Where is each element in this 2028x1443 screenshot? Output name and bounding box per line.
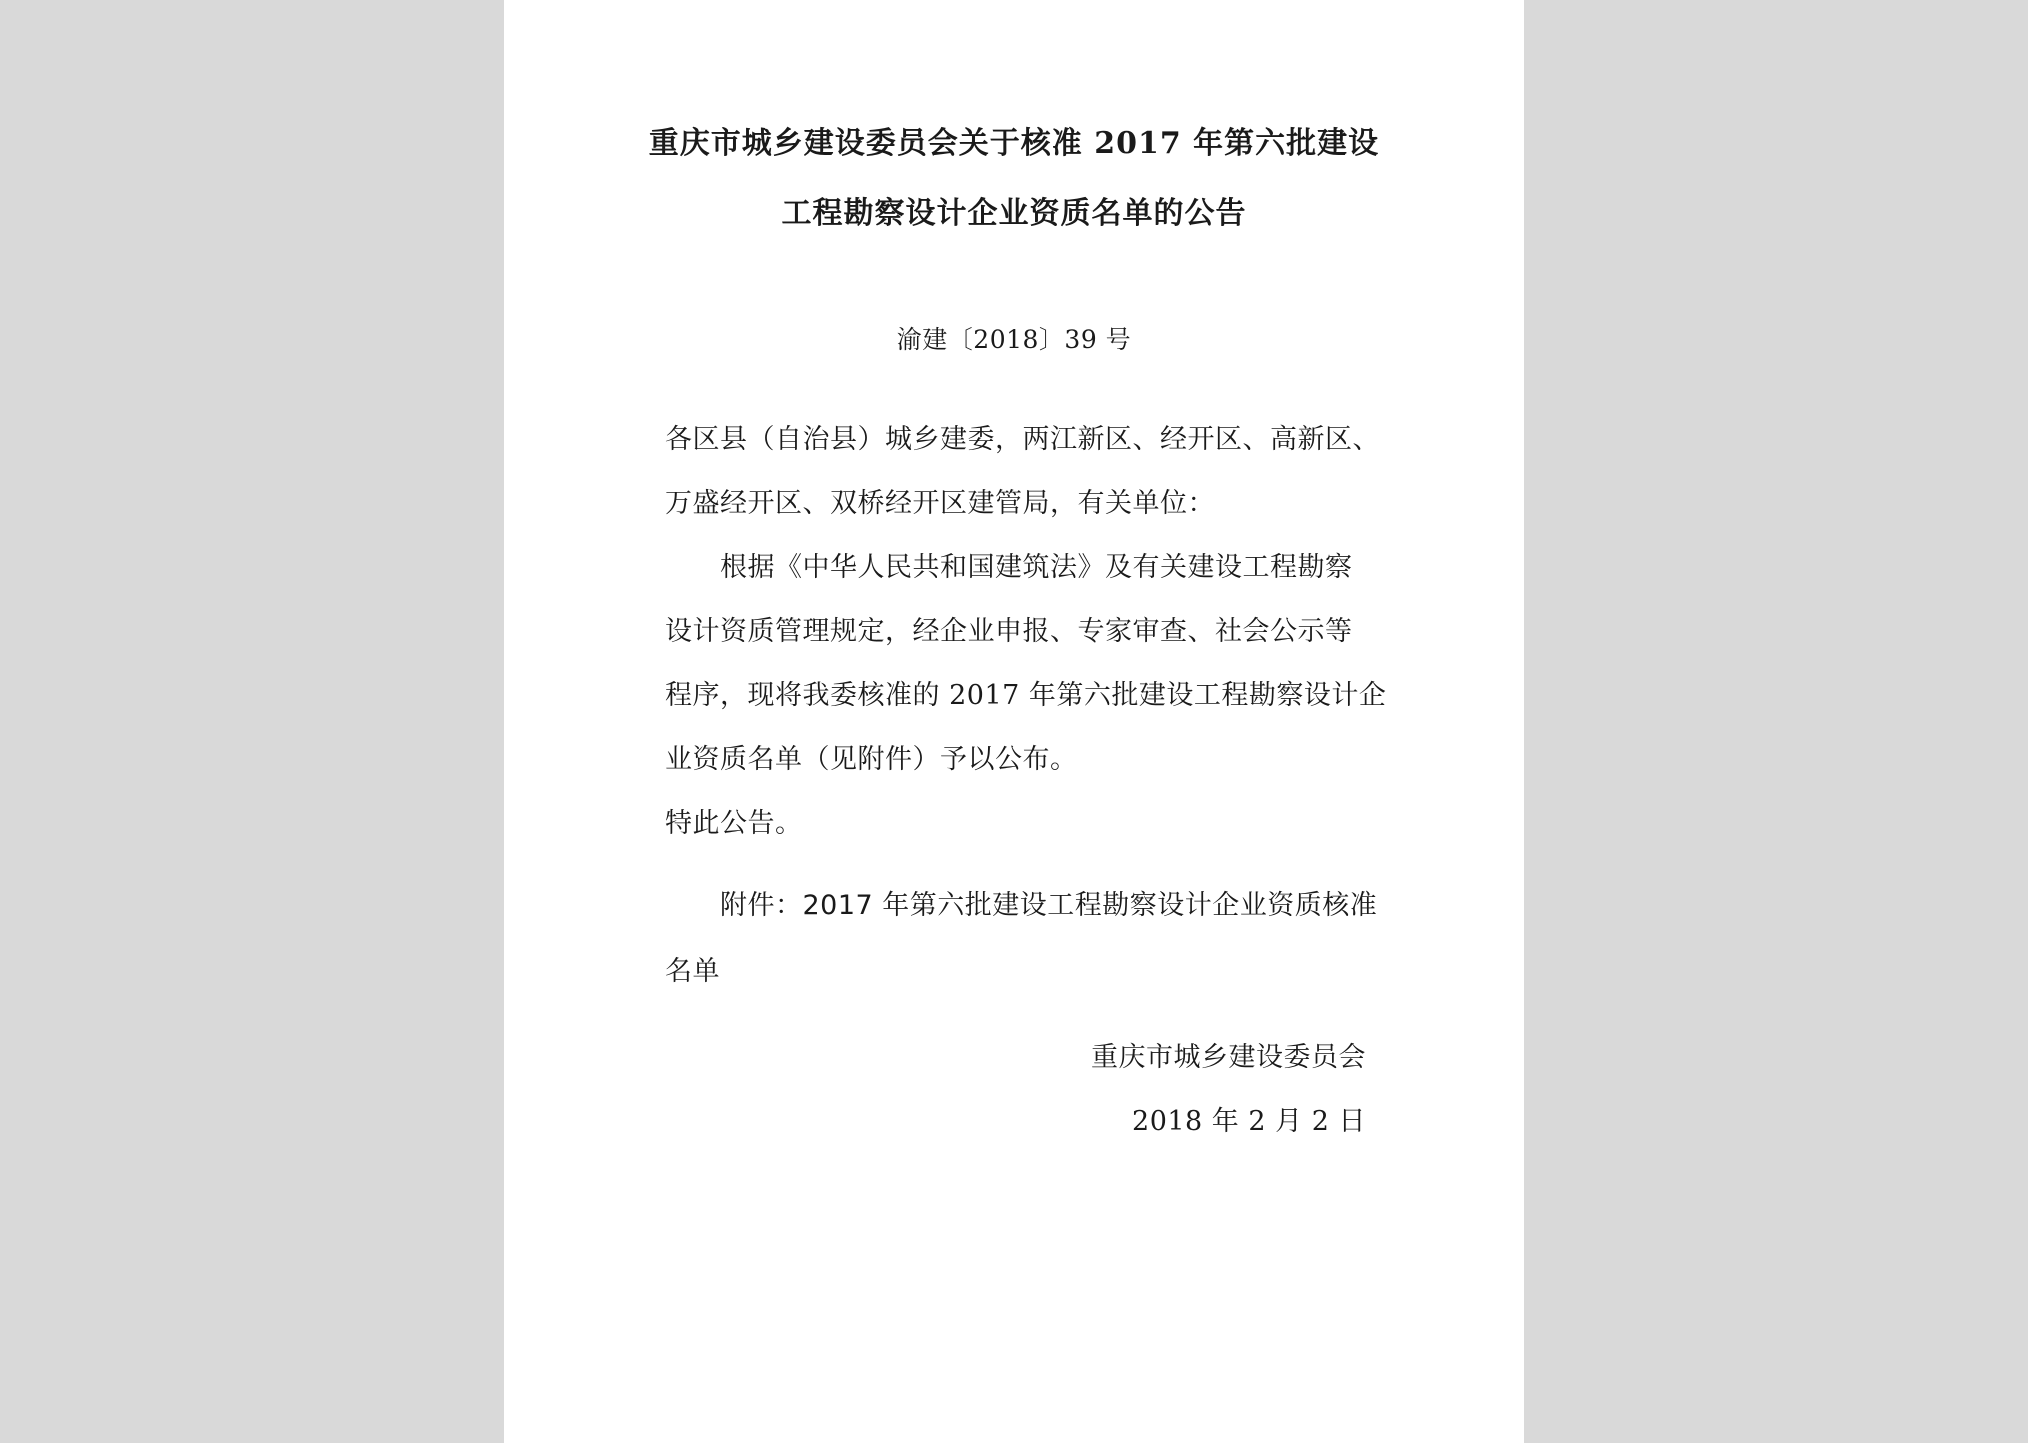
body-line-2: 设计资质管理规定，经企业申报、专家审查、社会公示等 [665, 616, 1353, 647]
document-number: 渝建〔2018〕39 号 [896, 325, 1132, 354]
title-line-1: 重庆市城乡建设委员会关于核准 2017 年第六批建设 [648, 126, 1380, 161]
body-line-3: 程序，现将我委核准的 2017 年第六批建设工程勘察设计企 [665, 680, 1387, 711]
addressee-line-1: 各区县（自治县）城乡建委，两江新区、经开区、高新区、 [665, 424, 1380, 455]
body-line-1: 根据《中华人民共和国建筑法》及有关建设工程勘察 [720, 552, 1353, 583]
issue-date: 2018 年 2 月 2 日 [1132, 1106, 1366, 1137]
document-page [504, 0, 1524, 1443]
attachment-line-1: 附件：2017 年第六批建设工程勘察设计企业资质核准 [720, 890, 1378, 921]
body-line-4: 业资质名单（见附件）予以公布。 [665, 744, 1078, 775]
issuer-name: 重庆市城乡建设委员会 [1091, 1042, 1366, 1073]
closing-text: 特此公告。 [665, 808, 803, 839]
title-line-2: 工程勘察设计企业资质名单的公告 [781, 196, 1247, 231]
attachment-line-2: 名单 [665, 956, 720, 987]
addressee-line-2: 万盛经开区、双桥经开区建管局，有关单位： [665, 488, 1215, 519]
